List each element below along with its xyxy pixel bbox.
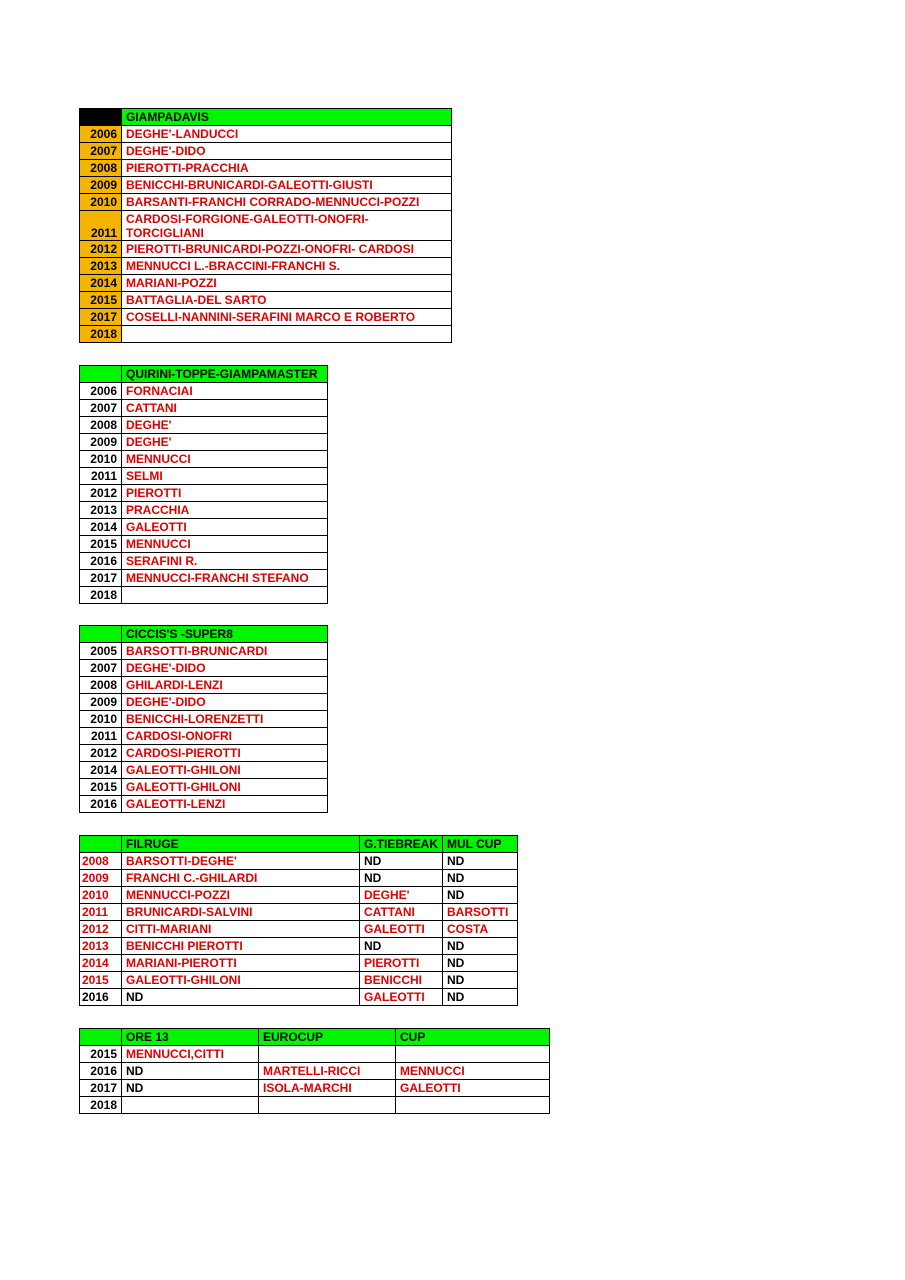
winner-cell: CARDOSI-PIEROTTI bbox=[122, 745, 328, 762]
tiebreak-cell: ND bbox=[360, 938, 443, 955]
year-cell: 2008 bbox=[80, 417, 122, 434]
year-cell: 2014 bbox=[80, 762, 122, 779]
header-cup: CUP bbox=[396, 1029, 550, 1046]
year-cell: 2009 bbox=[80, 177, 122, 194]
winner-cell: SELMI bbox=[122, 468, 328, 485]
year-cell: 2009 bbox=[80, 434, 122, 451]
tiebreak-cell: CATTANI bbox=[360, 904, 443, 921]
winner-cell: MENNUCCI L.-BRACCINI-FRANCHI S. bbox=[122, 258, 452, 275]
header-tiebreak: G.TIEBREAK bbox=[360, 836, 443, 853]
winner-cell: FORNACIAI bbox=[122, 383, 328, 400]
year-cell: 2010 bbox=[80, 887, 122, 904]
winner-cell: DEGHE' bbox=[122, 417, 328, 434]
mulcup-cell: ND bbox=[443, 887, 518, 904]
ore13-cell bbox=[122, 1097, 259, 1114]
tiebreak-cell: DEGHE' bbox=[360, 887, 443, 904]
year-cell: 2013 bbox=[80, 258, 122, 275]
year-cell: 2011 bbox=[80, 728, 122, 745]
filruge-cell: BARSOTTI-DEGHE' bbox=[122, 853, 360, 870]
year-cell: 2018 bbox=[80, 326, 122, 343]
year-cell: 2015 bbox=[80, 1046, 122, 1063]
table-header: QUIRINI-TOPPE-GIAMPAMASTER bbox=[122, 366, 328, 383]
header-eurocup: EUROCUP bbox=[259, 1029, 396, 1046]
year-cell: 2016 bbox=[80, 796, 122, 813]
filruge-cell: GALEOTTI-GHILONI bbox=[122, 972, 360, 989]
winner-cell: PIEROTTI-BRUNICARDI-POZZI-ONOFRI- CARDOSI bbox=[122, 241, 452, 258]
year-cell: 2009 bbox=[80, 870, 122, 887]
year-cell: 2015 bbox=[80, 972, 122, 989]
cup-cell bbox=[396, 1046, 550, 1063]
cup-cell: MENNUCCI bbox=[396, 1063, 550, 1080]
year-cell: 2015 bbox=[80, 292, 122, 309]
year-cell: 2007 bbox=[80, 660, 122, 677]
year-cell: 2008 bbox=[80, 677, 122, 694]
year-cell: 2016 bbox=[80, 989, 122, 1006]
filruge-cell: FRANCHI C.-GHILARDI bbox=[122, 870, 360, 887]
year-cell: 2014 bbox=[80, 955, 122, 972]
winner-cell: GALEOTTI-GHILONI bbox=[122, 779, 328, 796]
filruge-cell: MARIANI-PIEROTTI bbox=[122, 955, 360, 972]
mulcup-cell: ND bbox=[443, 870, 518, 887]
winner-cell: DEGHE' bbox=[122, 434, 328, 451]
winner-cell: MENNUCCI-FRANCHI STEFANO bbox=[122, 570, 328, 587]
year-cell: 2012 bbox=[80, 745, 122, 762]
year-cell: 2015 bbox=[80, 536, 122, 553]
ore13-cell: ND bbox=[122, 1063, 259, 1080]
corner-cell bbox=[80, 1029, 122, 1046]
year-cell: 2005 bbox=[80, 643, 122, 660]
winner-cell: CARDOSI-ONOFRI bbox=[122, 728, 328, 745]
winner-cell: BATTAGLIA-DEL SARTO bbox=[122, 292, 452, 309]
year-cell: 2010 bbox=[80, 194, 122, 211]
winner-cell: BARSOTTI-BRUNICARDI bbox=[122, 643, 328, 660]
year-cell: 2010 bbox=[80, 711, 122, 728]
tiebreak-cell: GALEOTTI bbox=[360, 989, 443, 1006]
cup-cell bbox=[396, 1097, 550, 1114]
year-cell: 2016 bbox=[80, 1063, 122, 1080]
mulcup-cell: ND bbox=[443, 938, 518, 955]
winner-cell bbox=[122, 587, 328, 604]
filruge-cell: BENICCHI PIEROTTI bbox=[122, 938, 360, 955]
filruge-cell: ND bbox=[122, 989, 360, 1006]
winner-cell: CATTANI bbox=[122, 400, 328, 417]
mulcup-cell: COSTA bbox=[443, 921, 518, 938]
year-cell: 2006 bbox=[80, 126, 122, 143]
year-cell: 2013 bbox=[80, 502, 122, 519]
year-cell: 2017 bbox=[80, 570, 122, 587]
winner-cell: DEGHE'-LANDUCCI bbox=[122, 126, 452, 143]
winner-cell: BENICCHI-LORENZETTI bbox=[122, 711, 328, 728]
filruge-table bbox=[79, 835, 518, 1006]
winner-cell: GALEOTTI-LENZI bbox=[122, 796, 328, 813]
filruge-cell: CITTI-MARIANI bbox=[122, 921, 360, 938]
table-header: GIAMPADAVIS bbox=[122, 109, 452, 126]
eurocup-cell: MARTELLI-RICCI bbox=[259, 1063, 396, 1080]
year-cell: 2015 bbox=[80, 779, 122, 796]
corner-cell bbox=[80, 836, 122, 853]
winner-cell: PRACCHIA bbox=[122, 502, 328, 519]
filruge-cell: MENNUCCI-POZZI bbox=[122, 887, 360, 904]
winner-cell: PIEROTTI-PRACCHIA bbox=[122, 160, 452, 177]
giampadavis-table bbox=[79, 108, 452, 343]
year-cell: 2012 bbox=[80, 241, 122, 258]
winner-cell: MENNUCCI bbox=[122, 451, 328, 468]
mulcup-cell: ND bbox=[443, 955, 518, 972]
year-cell: 2007 bbox=[80, 143, 122, 160]
year-cell: 2011 bbox=[80, 904, 122, 921]
year-cell: 2010 bbox=[80, 451, 122, 468]
year-cell: 2011 bbox=[80, 468, 122, 485]
mulcup-cell: BARSOTTI bbox=[443, 904, 518, 921]
super8-table bbox=[79, 625, 328, 813]
winner-cell: COSELLI-NANNINI-SERAFINI MARCO E ROBERTO bbox=[122, 309, 452, 326]
winner-cell: GALEOTTI bbox=[122, 519, 328, 536]
winner-cell: GHILARDI-LENZI bbox=[122, 677, 328, 694]
winner-cell: PIEROTTI bbox=[122, 485, 328, 502]
year-cell: 2017 bbox=[80, 1080, 122, 1097]
header-filruge: FILRUGE bbox=[122, 836, 360, 853]
eurocup-cell bbox=[259, 1046, 396, 1063]
giampamaster-table bbox=[79, 365, 328, 604]
header-mulcup: MUL CUP bbox=[443, 836, 518, 853]
mulcup-cell: ND bbox=[443, 972, 518, 989]
year-cell: 2018 bbox=[80, 587, 122, 604]
table-header: CICCIS'S -SUPER8 bbox=[122, 626, 328, 643]
year-cell: 2006 bbox=[80, 383, 122, 400]
tiebreak-cell: GALEOTTI bbox=[360, 921, 443, 938]
year-cell: 2009 bbox=[80, 694, 122, 711]
cup-cell: GALEOTTI bbox=[396, 1080, 550, 1097]
winner-cell bbox=[122, 326, 452, 343]
year-cell: 2014 bbox=[80, 519, 122, 536]
year-cell: 2016 bbox=[80, 553, 122, 570]
eurocup-cell: ISOLA-MARCHI bbox=[259, 1080, 396, 1097]
year-cell: 2011 bbox=[80, 211, 122, 241]
header-ore13: ORE 13 bbox=[122, 1029, 259, 1046]
filruge-cell: BRUNICARDI-SALVINI bbox=[122, 904, 360, 921]
year-cell: 2007 bbox=[80, 400, 122, 417]
winner-cell: BARSANTI-FRANCHI CORRADO-MENNUCCI-POZZI bbox=[122, 194, 452, 211]
year-cell: 2008 bbox=[80, 853, 122, 870]
winner-cell: DEGHE'-DIDO bbox=[122, 143, 452, 160]
mulcup-cell: ND bbox=[443, 989, 518, 1006]
corner-cell bbox=[80, 366, 122, 383]
year-cell: 2012 bbox=[80, 921, 122, 938]
ore13-cell: ND bbox=[122, 1080, 259, 1097]
winner-cell: DEGHE'-DIDO bbox=[122, 660, 328, 677]
year-cell: 2008 bbox=[80, 160, 122, 177]
ore13-table bbox=[79, 1028, 550, 1114]
winner-cell: GALEOTTI-GHILONI bbox=[122, 762, 328, 779]
year-cell: 2013 bbox=[80, 938, 122, 955]
winner-cell: CARDOSI-FORGIONE-GALEOTTI-ONOFRI-TORCIGLIANI bbox=[122, 211, 452, 241]
winner-cell: MARIANI-POZZI bbox=[122, 275, 452, 292]
tiebreak-cell: ND bbox=[360, 870, 443, 887]
year-cell: 2018 bbox=[80, 1097, 122, 1114]
corner-cell bbox=[80, 626, 122, 643]
year-cell: 2012 bbox=[80, 485, 122, 502]
winner-cell: MENNUCCI bbox=[122, 536, 328, 553]
eurocup-cell bbox=[259, 1097, 396, 1114]
tiebreak-cell: PIEROTTI bbox=[360, 955, 443, 972]
corner-cell bbox=[80, 109, 122, 126]
year-cell: 2017 bbox=[80, 309, 122, 326]
winner-cell: SERAFINI R. bbox=[122, 553, 328, 570]
winner-cell: DEGHE'-DIDO bbox=[122, 694, 328, 711]
tiebreak-cell: ND bbox=[360, 853, 443, 870]
winner-cell: BENICCHI-BRUNICARDI-GALEOTTI-GIUSTI bbox=[122, 177, 452, 194]
year-cell: 2014 bbox=[80, 275, 122, 292]
mulcup-cell: ND bbox=[443, 853, 518, 870]
tiebreak-cell: BENICCHI bbox=[360, 972, 443, 989]
ore13-cell: MENNUCCI,CITTI bbox=[122, 1046, 259, 1063]
